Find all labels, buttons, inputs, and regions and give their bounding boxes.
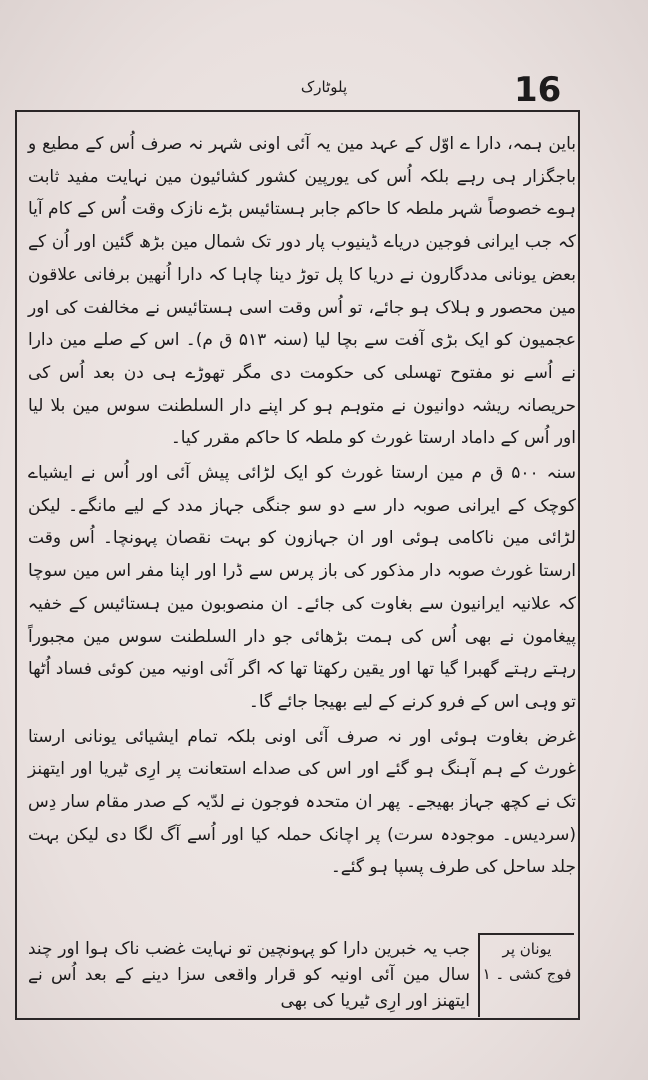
page-number: 16 bbox=[514, 70, 562, 110]
main-text bbox=[28, 128, 576, 884]
paragraph: باین ہمہ، دارا ے اوّل کے عہد مین یہ آئی اونی شہر نہ صرف اُس کے مطیع و باجگزار ہی رہے بلکہ اُس کی یورپین کشور کشائیون مین نہایت مفید ثابت ہوے خصوصاً شہر ملطہ کا حاکم جابر ہستائیس بڑے نازک وقت اُس کے کام آیا کہ جب ایرانی فوجین دریاے ڈینیوب پار دور تک شمال مین بڑھ گئین اور اُن کے بعض یونانی مددگارون نے دریا کا پل توڑ دینا چاہا کہ دارا اُنھین برفانی علاقون مین محصور و ہلاک ہو جائے، تو اُس وقت اسی ہستائیس نے مخالفت کی اور عجمیون کو ایک بڑی آفت سے بچا لیا (سنہ ۵۱۳ ق م)۔ اس کے صلے مین دارا نے اُسے نو مفتوح تھسلی کی حکومت دی مگر تھوڑے ہی دن بعد اُس کی حریصانہ ریشہ دوانیون نے متوہم ہو کر اپنے دار السلطنت سوس مین بلا لیا اور اُس کے داماد ارستا غورث کو ملطہ کا حاکم مقرر کیا۔ bbox=[28, 134, 576, 449]
running-title: پلوٹارک bbox=[300, 78, 348, 96]
paragraph: غرض بغاوت ہوئی اور نہ صرف آئی اونی بلکہ تمام ایشیائی یونانی ارستا غورث کے ہم آہنگ ہو گئے اور اس کی صداے استعانت پر ارِی ٹیریا اور ایتھنز تک نے کچھ جہاز بھیجے۔ پھر ان متحدہ فوجون نے لدّیہ کے صدر مقام سار دِس (سردیس۔ موجودہ سرت) پر اچانک حملہ کیا اور اُسے آگ لگا دی لیکن بہت جلد ساحل کی طرف پسپا ہو گئے۔ bbox=[28, 726, 576, 878]
margin-note-line: فوج کشی ۔ ۱ bbox=[482, 965, 572, 983]
paragraph: سنہ ۵۰۰ ق م مین ارستا غورث کو ایک لڑائی پیش آئی اور اُس نے ایشیاے کوچک کے ایرانی صوبہ دار سے دو سو جنگی جہاز مدد کے لیے مانگے۔ لیکن لڑائی مین ناکامی ہوئی اور ان جہازون کو بہت نقصان پہونچا۔ اُس وقت ارستا غورث صوبہ دار مذکور کی باز پرس سے ڈرا اور اپنا مفر اس مین سوچا کہ علانیہ ایرانیون سے بغاوت کی جائے۔ ان منصوبون مین ہستائیس کے خفیہ پیغامون نے بھی اُس کی ہمت بڑھائی جو دار السلطنت سوس مین مجبوراً رہتے رہتے گھبرا گیا تھا اور یقین رکھتا تھا کہ اگر آئی اونیہ مین کوئی فساد اُٹھا تو وہی اس کے فرو کرنے کے لیے بھیجا جائے گا۔ bbox=[28, 463, 576, 712]
margin-note-line: یونان پر bbox=[502, 940, 552, 958]
continuation-text: جب یہ خبرین دارا کو پہونچین تو نہایت غضب ناک ہوا اور چند سال مین آئی اونیہ کو قرار واقعی سزا دینے کے بعد اُس نے ایتھنز اور ارِی ٹیریا کی بھی bbox=[28, 939, 470, 1011]
margin-note bbox=[478, 933, 574, 1017]
